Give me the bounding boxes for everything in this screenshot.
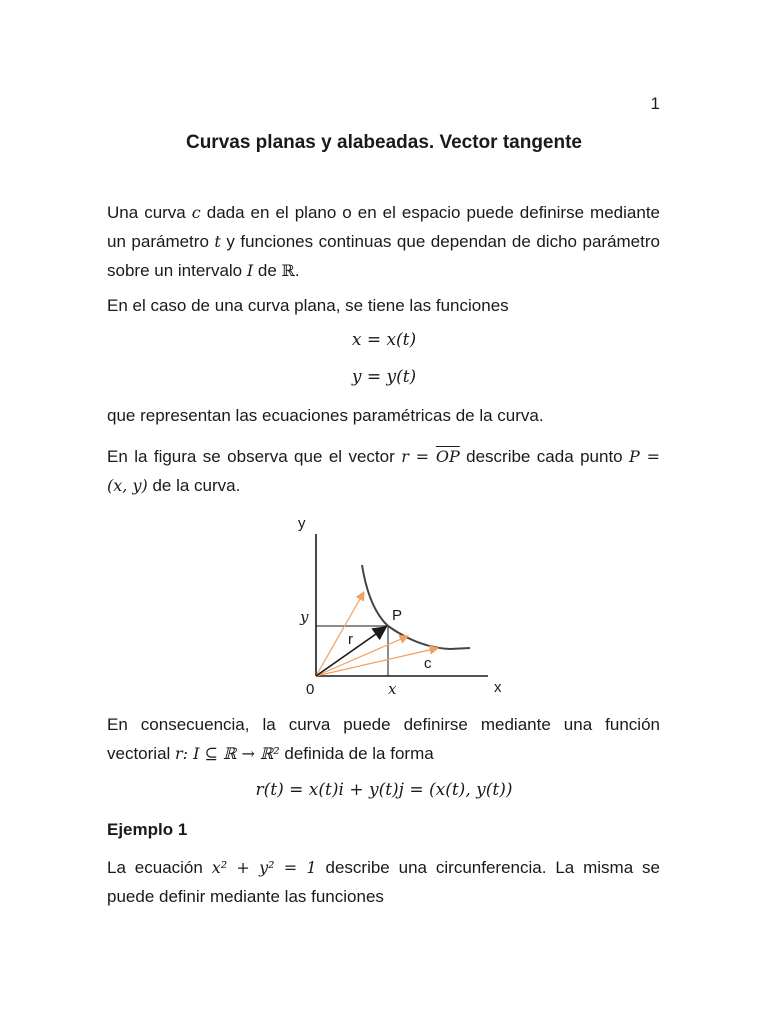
- paragraph-vector: [107, 442, 660, 500]
- text: En consecuencia, la curva puede definirse mediante una función vectorial: [107, 715, 660, 763]
- text: definida de la forma: [279, 744, 434, 763]
- curve-c: [362, 565, 470, 649]
- math-op-vector: $\overline{OP}$: [435, 447, 460, 466]
- text: de la curva.: [147, 476, 241, 495]
- math-r: r =: [401, 447, 436, 466]
- paragraph-vector-function: [107, 710, 660, 768]
- y-tick-label: y: [300, 608, 309, 626]
- paragraph-parametric: que representan las ecuaciones paramétricas de la curva.: [107, 406, 544, 425]
- vector-r-label: r: [348, 631, 353, 648]
- text: y funciones continuas que dependan de dicho parámetro sobre un intervalo: [107, 232, 660, 280]
- text: dada en el plano o en el espacio puede definirse mediante un parámetro: [107, 203, 660, 251]
- page-number: 1: [650, 94, 660, 113]
- y-axis-label: y: [298, 515, 306, 532]
- text: La ecuación: [107, 858, 212, 877]
- text: Una curva: [107, 203, 192, 222]
- math-i: I: [246, 261, 254, 280]
- math-circle: x² + y² = 1: [211, 858, 317, 877]
- curve-c-label: c: [424, 655, 432, 672]
- x-tick-label: x: [388, 680, 397, 698]
- math-t: t: [214, 232, 221, 251]
- page-title: Curvas planas y alabeadas. Vector tangente: [185, 132, 582, 153]
- x-axis-label: x: [494, 679, 502, 696]
- equation-x: x = x(t): [351, 330, 417, 350]
- text: describe cada punto: [459, 447, 630, 466]
- text: En la figura se observa que el vector: [107, 447, 402, 466]
- paragraph-intro: [107, 198, 660, 285]
- text: describe una circunferencia. La misma se puede definir mediante las funciones: [107, 858, 660, 906]
- equation-y: y = y(t): [351, 367, 417, 387]
- orange-vector: [316, 648, 438, 676]
- orange-vector: [316, 592, 364, 676]
- equation-vector: r(t) = x(t)i + y(t)j = (x(t), y(t)): [255, 780, 513, 800]
- paragraph-example: [107, 853, 660, 911]
- curve-figure: [290, 510, 520, 700]
- example-heading: Ejemplo 1: [107, 820, 188, 839]
- text: .: [294, 261, 300, 280]
- math-c: c: [191, 203, 201, 222]
- math-mapping: r: I ⊆ ℝ → ℝ²: [175, 744, 280, 763]
- text: de: [253, 261, 282, 280]
- math-reals: ℝ: [281, 261, 295, 280]
- math-point-p: P = (x, y): [107, 447, 660, 495]
- orange-vector: [316, 636, 408, 676]
- origin-label: 0: [306, 681, 315, 698]
- paragraph-plane-curve: En el caso de una curva plana, se tiene las funciones: [107, 296, 509, 315]
- point-p-label: P: [392, 607, 403, 624]
